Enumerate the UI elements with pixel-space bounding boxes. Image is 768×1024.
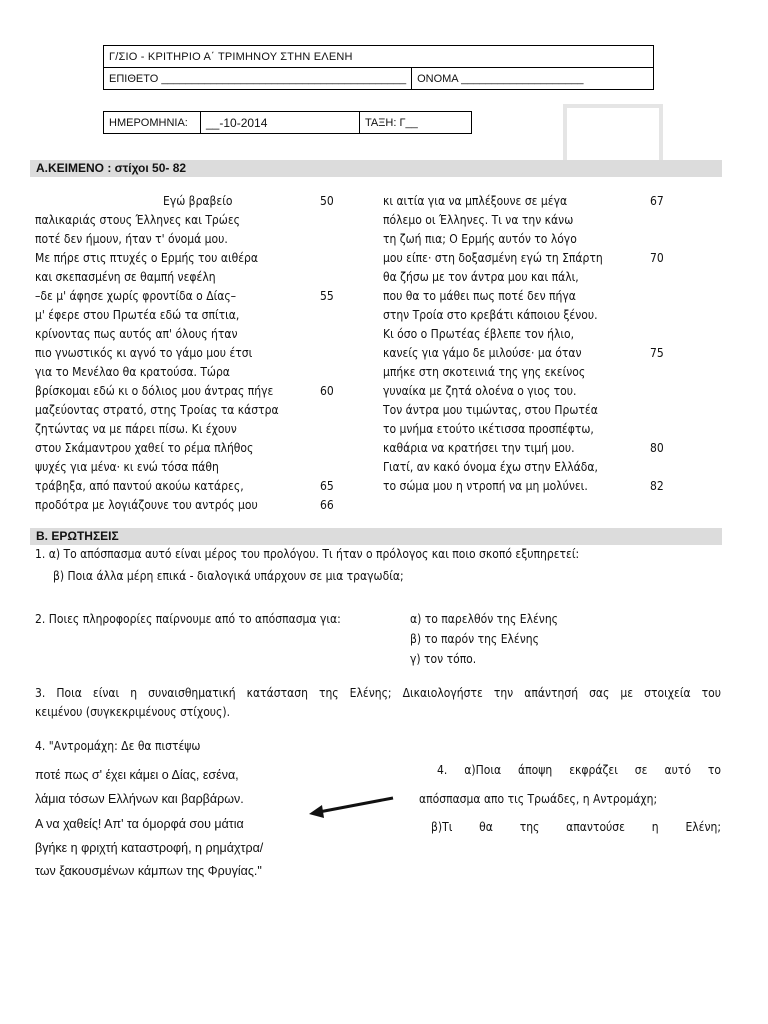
quote-line: ποτέ πως σ' έχει κάμει ο Δίας, εσένα, bbox=[35, 768, 239, 782]
line-number: 66 bbox=[320, 498, 334, 512]
poem-line: Με πήρε στις πτυχές ο Ερμής του αιθέρα bbox=[35, 251, 259, 265]
poem-line: πόλεμο οι Έλληνες. Τι να την κάνω bbox=[383, 213, 574, 227]
question-1a: 1. α) Το απόσπασμα αυτό είναι μέρος του προλόγου. Τι ήταν ο πρόλογος και ποιο σκοπό εξυπηρετεί: bbox=[35, 547, 580, 561]
poem-line: στην Τροία στο κρεβάτι κάποιου ξένου. bbox=[383, 308, 598, 322]
quote-line: λάμια τόσων Ελλήνων και βαρβάρων. bbox=[35, 792, 244, 806]
poem-line: μαζεύοντας στρατό, στης Τροίας τα κάστρα bbox=[35, 403, 279, 417]
line-number: 80 bbox=[650, 441, 664, 455]
poem-line: το μνήμα ετούτο ικέτισσα προσπέφτω, bbox=[383, 422, 594, 436]
exam-title: Γ/ΣΙΟ - ΚΡΙΤΗΡΙΟ Α΄ ΤΡΙΜΗΝΟΥ ΣΤΗΝ ΕΛΕΝΗ bbox=[104, 46, 654, 68]
line-number: 75 bbox=[650, 346, 664, 360]
line-number: 65 bbox=[320, 479, 334, 493]
poem-line: παλικαριάς στους Έλληνες και Τρώες bbox=[35, 213, 240, 227]
poem-line: τράβηξα, από παντού ακούω κατάρες, bbox=[35, 479, 244, 493]
poem-line: και σκεπασμένη σε θαμπή νεφέλη bbox=[35, 270, 216, 284]
question-2c: γ) τον τόπο. bbox=[410, 652, 477, 666]
poem-line: βρίσκομαι εδώ κι ο δόλιος μου άντρας πήγε bbox=[35, 384, 274, 398]
surname-field: ΕΠΙΘΕΤΟ ________________________________________ bbox=[104, 68, 412, 90]
question-3-line1: 3. Ποια είναι η συναισθηματική κατάσταση της Ελένης; Δικαιολογήστε την απάντησή σας με στοιχεία του bbox=[35, 686, 721, 700]
poem-line: ποτέ δεν ήμουν, ήταν τ' όνομά μου. bbox=[35, 232, 228, 246]
question-2b: β) το παρόν της Ελένης bbox=[410, 632, 539, 646]
question-4-heading: 4. "Αντρομάχη: Δε θα πιστέψω bbox=[35, 739, 201, 753]
poem-line: πιο γνωστικός κι αγνό το γάμο μου έτσι bbox=[35, 346, 253, 360]
left-arrow-icon bbox=[305, 793, 395, 821]
section-b-header: Β. ΕΡΩΤΗΣΕΙΣ bbox=[30, 528, 722, 545]
question-1b: β) Ποια άλλα μέρη επικά - διαλογικά υπάρχουν σε μια τραγωδία; bbox=[53, 569, 404, 583]
line-number: 70 bbox=[650, 251, 664, 265]
date-value: __-10-2014 bbox=[201, 112, 360, 134]
class-label: ΤΑΞΗ: Γ__ bbox=[360, 112, 472, 134]
poem-line: Εγώ βραβείο bbox=[163, 194, 233, 208]
poem-line: το σώμα μου η ντροπή να μη μολύνει. bbox=[383, 479, 588, 493]
poem-line: θα ζήσω με τον άντρα μου και πάλι, bbox=[383, 270, 579, 284]
date-label: ΗΜΕΡΟΜΗΝΙΑ: bbox=[104, 112, 201, 134]
question-4b: β)Τι θα της απαντούσε η Ελένη; bbox=[431, 820, 721, 834]
question-4a-line2: απόσπασμα απο τις Τρωάδες, η Αντρομάχη; bbox=[419, 792, 658, 806]
header-table bbox=[103, 45, 654, 90]
section-a-header: Α.ΚΕΙΜΕΝΟ : στίχοι 50- 82 bbox=[30, 160, 722, 177]
line-number: 60 bbox=[320, 384, 334, 398]
poem-line: Κι όσο ο Πρωτέας έβλεπε τον ήλιο, bbox=[383, 327, 575, 341]
poem-line: κανείς για γάμο δε μιλούσε· μα όταν bbox=[383, 346, 582, 360]
line-number: 55 bbox=[320, 289, 334, 303]
line-number: 82 bbox=[650, 479, 664, 493]
quote-line: Α να χαθείς! Απ' τα όμορφά σου μάτια bbox=[35, 817, 244, 831]
poem-line: μ' έφερε στου Πρωτέα εδώ τα σπίτια, bbox=[35, 308, 240, 322]
poem-line: γυναίκα με ζητά ολοένα ο γιος του. bbox=[383, 384, 577, 398]
line-number: 50 bbox=[320, 194, 334, 208]
poem-line: μπήκε στη σκοτεινιά της γης εκείνος bbox=[383, 365, 586, 379]
quote-line: των ξακουσμένων κάμπων της Φρυγίας." bbox=[35, 864, 262, 878]
poem-line: που θα το μάθει πως ποτέ δεν πήγα bbox=[383, 289, 576, 303]
name-field: ΟΝΟΜΑ ____________________ bbox=[412, 68, 654, 90]
poem-line: μου είπε· στη δοξασμένη εγώ τη Σπάρτη bbox=[383, 251, 603, 265]
poem-line: ψυχές για μένα· κι ενώ τόσα πάθη bbox=[35, 460, 219, 474]
poem-line: κρίνοντας πως αυτός απ' όλους ήταν bbox=[35, 327, 238, 341]
poem-line: –δε μ' άφησε χωρίς φροντίδα ο Δίας– bbox=[35, 289, 237, 303]
poem-line: προδότρα με λογιάζουνε του αντρός μου bbox=[35, 498, 258, 512]
date-table bbox=[103, 111, 472, 134]
question-2a: α) το παρελθόν της Ελένης bbox=[410, 612, 559, 626]
line-number: 67 bbox=[650, 194, 664, 208]
question-3-line2: κειμένου (συγκεκριμένους στίχους). bbox=[35, 705, 231, 719]
poem-line: κι αιτία για να μπλέξουνε σε μέγα bbox=[383, 194, 568, 208]
poem-line: στου Σκάμαντρου χαθεί το ρέμα πλήθος bbox=[35, 441, 254, 455]
question-2: 2. Ποιες πληροφορίες παίρνουμε από το απόσπασμα για: bbox=[35, 612, 341, 626]
poem-left-column bbox=[35, 192, 279, 515]
poem-right-column bbox=[383, 192, 603, 496]
poem-line: Τον άντρα μου τιμώντας, στου Πρωτέα bbox=[383, 403, 598, 417]
poem-line: τη ζωή πια; Ο Ερμής αυτόν το λόγο bbox=[383, 232, 577, 246]
quote-line: βγήκε η φριχτή καταστροφή, η ρημάχτρα/ bbox=[35, 841, 264, 855]
poem-line: για το Μενέλαο θα κρατούσα. Τώρα bbox=[35, 365, 230, 379]
poem-line: ζητώντας να με πάρει πίσω. Κι έχουν bbox=[35, 422, 237, 436]
question-4a-line1: 4. α)Ποια άποψη εκφράζει σε αυτό το bbox=[437, 763, 721, 777]
poem-line: καθάρια να κρατήσει την τιμή μου. bbox=[383, 441, 575, 455]
poem-line: Γιατί, αν κακό όνομα έχω στην Ελλάδα, bbox=[383, 460, 598, 474]
